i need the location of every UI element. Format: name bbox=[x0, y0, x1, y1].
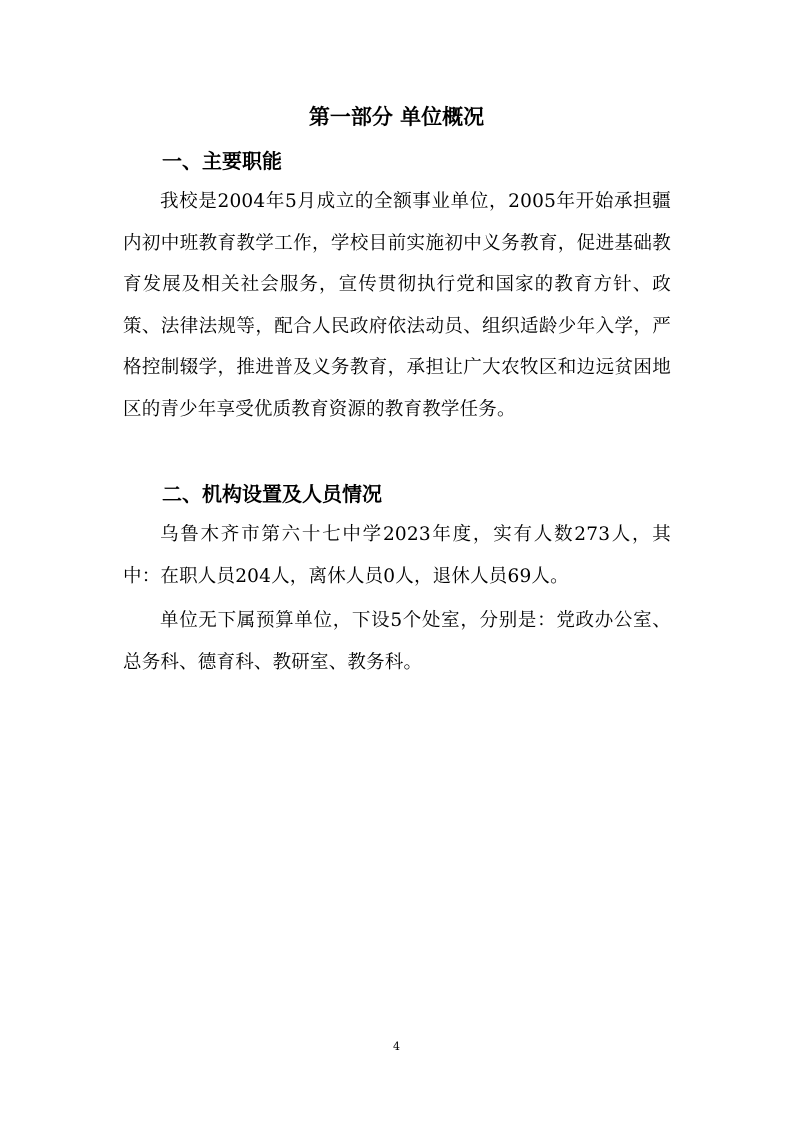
paragraph-staffing: 乌鲁木齐市第六十七中学2023年度，实有人数273人，其中：在职人员204人，离休人员0人，退休人员69人。 bbox=[123, 524, 671, 587]
section-heading-main-functions: 一、主要职能 bbox=[162, 149, 282, 173]
paragraph-departments: 单位无下属预算单位，下设5个处室，分别是：党政办公室、总务科、德育科、教研室、教务科。 bbox=[123, 610, 671, 673]
page-number: 4 bbox=[393, 1040, 400, 1053]
section-heading-organization: 二、机构设置及人员情况 bbox=[162, 482, 382, 506]
paragraph-main-functions: 我校是2004年5月成立的全额事业单位，2005年开始承担疆内初中班教育教学工作，学校目前实施初中义务教育，促进基础教育发展及相关社会服务，宣传贯彻执行党和国家的教育方针、政策、法律法规等，配合人民政府依法动员、组织适龄少年入学，严格控制辍学，推进普及义务教育，承担让广大农牧区和边远贫困地区的青少年享受优质教育资源的教育教学任务。 bbox=[123, 191, 671, 420]
part-title: 第一部分 单位概况 bbox=[308, 105, 485, 129]
